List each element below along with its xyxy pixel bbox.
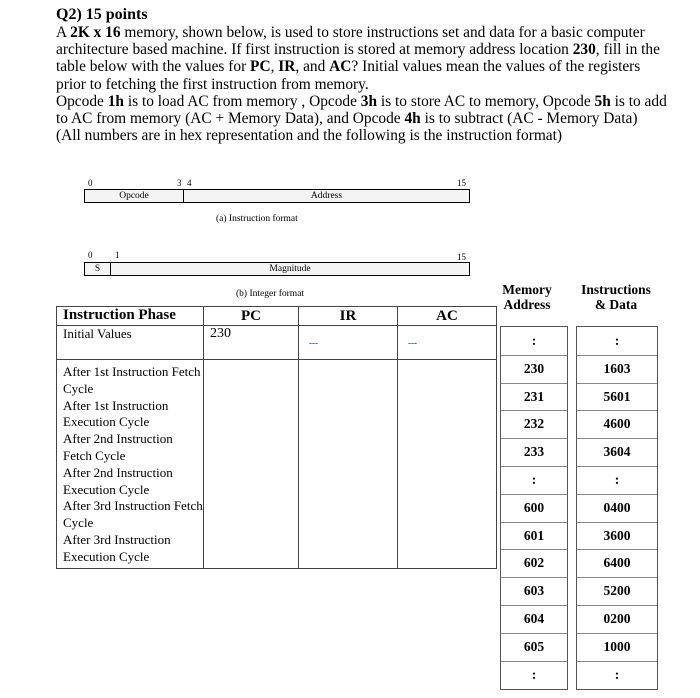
phase-label-2: After 1st Instruction Execution Cycle [63, 397, 169, 430]
memory-data-cell: 3600 [603, 527, 631, 543]
integer-format-caption: (b) Integer format [236, 289, 305, 299]
question-paragraph-1: A 2K x 16 memory, shown below, is used to store instructions set and data for a basic computer architecture based machine. If first instruction is stored at memory address location 230, fill in the table below with the values for PC, IR, and AC? Initial values mean the values of the registers prior to fetching the first instruction from memory. [56, 24, 660, 93]
header-pc: PC [204, 307, 299, 326]
memory-address-header: Memory Address [502, 282, 552, 312]
header-ac: AC [398, 307, 497, 326]
memory-address-cell: 230 [523, 360, 545, 376]
memory-address-cell: 231 [523, 388, 545, 404]
instruction-phase-table [56, 306, 497, 569]
question-text [56, 24, 668, 144]
initial-values-label: Initial Values [57, 326, 204, 360]
memory-row-divider [501, 549, 567, 550]
int-bit-15: 15 [457, 252, 466, 262]
field-magnitude: Magnitude [269, 264, 311, 274]
header-instruction-phase: Instruction Phase [57, 307, 204, 326]
table-phase-body [57, 360, 497, 569]
integer-format-box [84, 262, 470, 276]
memory-row-divider [501, 410, 567, 411]
memory-address-cell: : [531, 333, 537, 348]
memory-address-cell: 605 [523, 638, 545, 654]
memory-data-cell: 5601 [603, 388, 631, 404]
memory-row-divider [501, 633, 567, 634]
field-sign: S [94, 264, 101, 274]
table-row-initial [57, 326, 497, 360]
memory-address-cell: 233 [523, 444, 545, 460]
field-address: Address [310, 191, 343, 201]
memory-data-cell: 4600 [603, 416, 631, 432]
memory-address-cell: 604 [523, 611, 545, 626]
question-paragraph-3: (All numbers are in hex representation and the following is the instruction format) [56, 127, 563, 145]
memory-data-cell: : [614, 333, 620, 348]
memory-row-divider [501, 522, 567, 523]
field-opcode: Opcode [119, 191, 149, 201]
memory-address-column [500, 326, 568, 690]
instr-bit-15: 15 [457, 178, 466, 188]
memory-address-cell: 232 [523, 416, 545, 432]
memory-row-divider [577, 661, 657, 662]
table-header-row [57, 307, 497, 326]
memory-row-divider [577, 605, 657, 606]
memory-row-divider [501, 438, 567, 439]
memory-row-divider [577, 438, 657, 439]
ir-answer-cell[interactable] [299, 360, 398, 569]
instr-bit-3: 3 [177, 178, 182, 188]
initial-ac-cell[interactable]: --- [398, 326, 497, 360]
memory-data-cell: 5200 [603, 583, 631, 599]
memory-address-cell: 601 [523, 527, 545, 543]
memory-data-cell: 1000 [603, 638, 631, 654]
question-title: Q2) 15 points [56, 6, 148, 23]
instr-bit-4: 4 [187, 178, 192, 188]
ac-answer-cell[interactable] [398, 360, 497, 569]
question-paragraph-2: Opcode 1h is to load AC from memory , Opcode 3h is to store AC to memory, Opcode 5h is to add to AC from memory (AC + Memory Data), and Opcode 4h is to subtract (AC - Memory Data) [56, 92, 667, 128]
memory-row-divider [577, 494, 657, 495]
instructions-data-header: Instructions & Data [581, 282, 651, 312]
memory-data-cell: 6400 [603, 555, 631, 571]
memory-row-divider [577, 466, 657, 467]
header-ir: IR [299, 307, 398, 326]
initial-ir-cell[interactable]: --- [299, 326, 398, 360]
memory-address-cell: 600 [523, 499, 545, 515]
phase-label-3: After 2nd Instruction Fetch Cycle [63, 431, 173, 463]
memory-row-divider [501, 466, 567, 467]
memory-data-cell: 3604 [603, 444, 631, 460]
phase-label-4: After 2nd Instruction Execution Cycle [63, 464, 173, 497]
memory-row-divider [577, 633, 657, 634]
phase-label-6: After 3rd Instruction Execution Cycle [63, 531, 171, 564]
memory-data-cell: 0400 [603, 499, 631, 515]
memory-row-divider [577, 410, 657, 411]
memory-data-cell: : [614, 472, 620, 487]
instruction-format-caption: (a) Instruction format [216, 214, 298, 224]
memory-row-divider [501, 383, 567, 384]
memory-row-divider [577, 355, 657, 356]
memory-row-divider [577, 383, 657, 384]
memory-data-cell: 0200 [603, 611, 631, 626]
memory-row-divider [577, 577, 657, 578]
memory-row-divider [501, 661, 567, 662]
memory-address-cell: 602 [523, 555, 545, 571]
memory-data-cell: 1603 [603, 360, 631, 376]
int-bit-1: 1 [115, 250, 120, 260]
initial-pc-cell[interactable]: 230 [204, 326, 299, 360]
phase-label-5: After 3rd Instruction Fetch Cycle [63, 498, 203, 531]
memory-address-cell: : [531, 472, 537, 487]
memory-row-divider [501, 577, 567, 578]
instruction-format-box [84, 189, 470, 203]
memory-row-divider [577, 549, 657, 550]
memory-row-divider [501, 494, 567, 495]
int-bit-0: 0 [88, 250, 93, 260]
memory-address-cell: : [531, 666, 537, 682]
memory-address-cell: 603 [523, 583, 545, 599]
instr-bit-0: 0 [88, 178, 93, 188]
memory-row-divider [577, 522, 657, 523]
pc-answer-cell[interactable] [204, 360, 299, 569]
memory-data-cell: : [614, 666, 620, 682]
memory-data-column [576, 326, 658, 690]
memory-row-divider [501, 355, 567, 356]
memory-row-divider [501, 605, 567, 606]
phase-label-1: After 1st Instruction Fetch Cycle [63, 364, 201, 396]
phase-label-column [57, 360, 204, 569]
